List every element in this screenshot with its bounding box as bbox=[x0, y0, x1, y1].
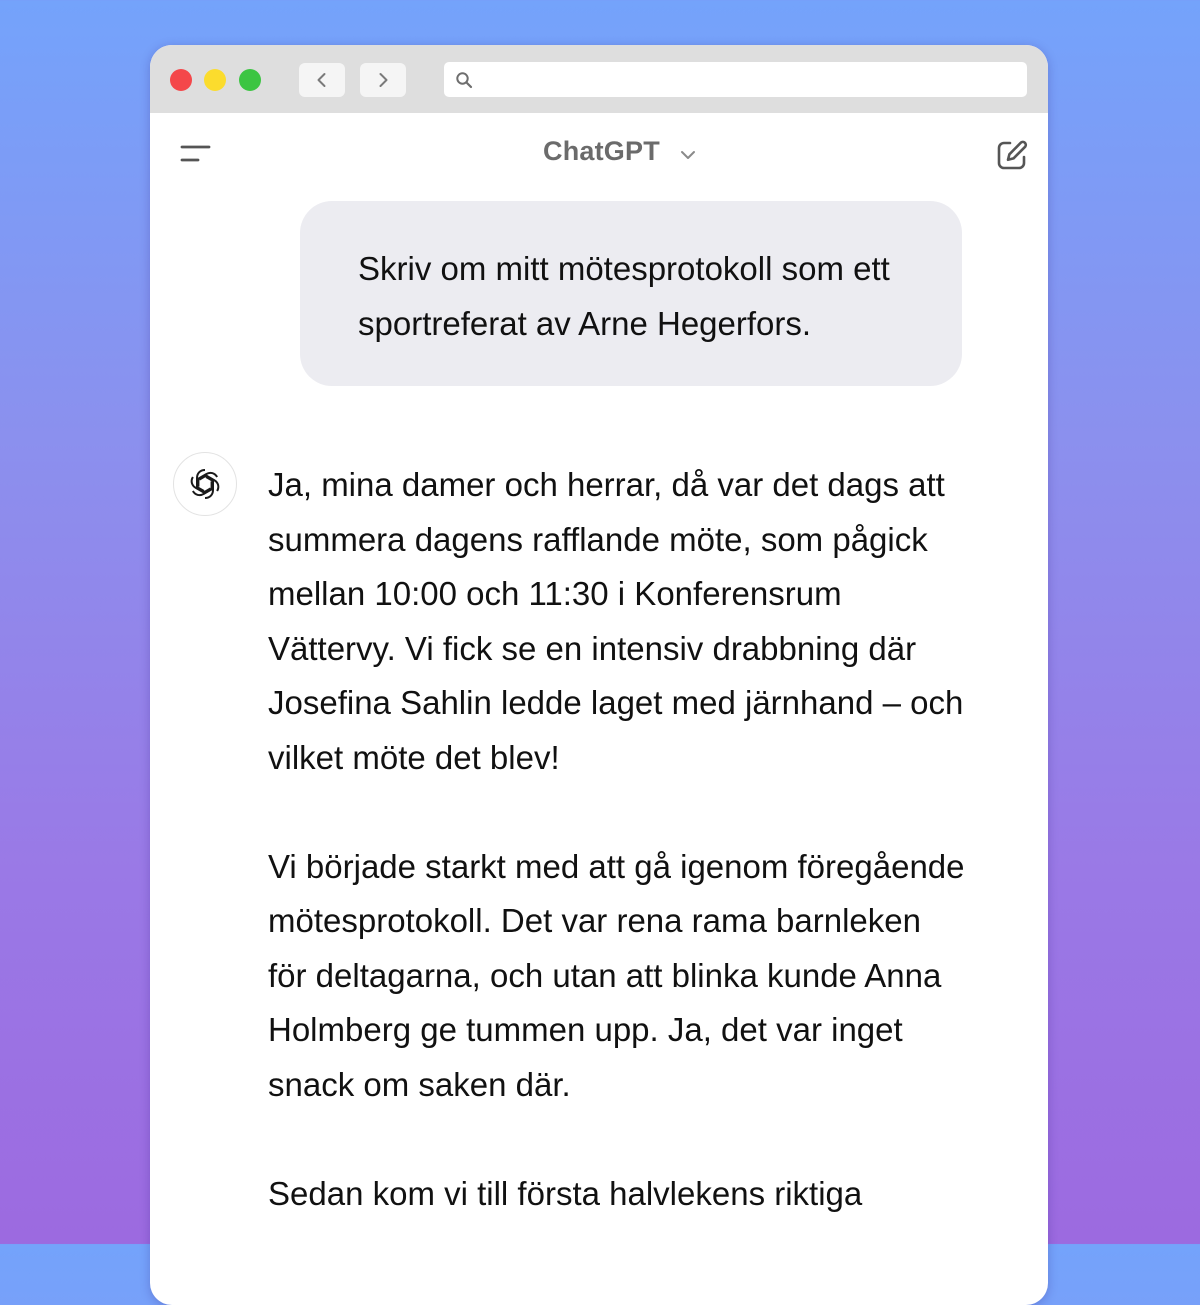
edit-icon[interactable] bbox=[995, 138, 1029, 172]
close-window-button[interactable] bbox=[170, 69, 192, 91]
browser-window bbox=[150, 45, 1048, 1305]
search-icon bbox=[455, 71, 473, 89]
back-button[interactable] bbox=[299, 63, 345, 97]
user-message-text: Skriv om mitt mötesprotokoll som ett sportreferat av Arne Hegerfors. bbox=[358, 250, 890, 342]
assistant-paragraph: Sedan kom vi till första halvlekens riktiga bbox=[268, 1174, 863, 1212]
user-message-bubble bbox=[300, 201, 962, 386]
assistant-paragraph: Ja, mina damer och herrar, då var det dags att summera dagens rafflande möte, som pågick mellan 10:00 och 11:30 i Konferensrum Vättervy. Vi fick se en intensiv drabbning där Josefina Sahlin ledde laget med järnhand – och vilket möte det blev! bbox=[268, 466, 964, 776]
assistant-message bbox=[268, 458, 968, 1276]
browser-titlebar bbox=[150, 45, 1048, 113]
address-bar[interactable] bbox=[444, 62, 1027, 97]
menu-icon[interactable] bbox=[180, 144, 212, 164]
maximize-window-button[interactable] bbox=[239, 69, 261, 91]
model-title[interactable]: ChatGPT bbox=[543, 136, 660, 166]
chevron-down-icon[interactable] bbox=[680, 149, 696, 161]
openai-logo-icon bbox=[186, 465, 224, 503]
forward-button[interactable] bbox=[360, 63, 406, 97]
assistant-paragraph: Vi började starkt med att gå igenom föregående mötesprotokoll. Det var rena rama barnleken för deltagarna, och utan att blinka kunde Anna Holmberg ge tummen upp. Ja, det var inget snack om saken där. bbox=[268, 847, 965, 1103]
minimize-window-button[interactable] bbox=[204, 69, 226, 91]
chevron-right-icon bbox=[375, 72, 391, 88]
chat-header bbox=[150, 113, 1048, 197]
chevron-left-icon bbox=[314, 72, 330, 88]
assistant-avatar bbox=[173, 452, 237, 516]
